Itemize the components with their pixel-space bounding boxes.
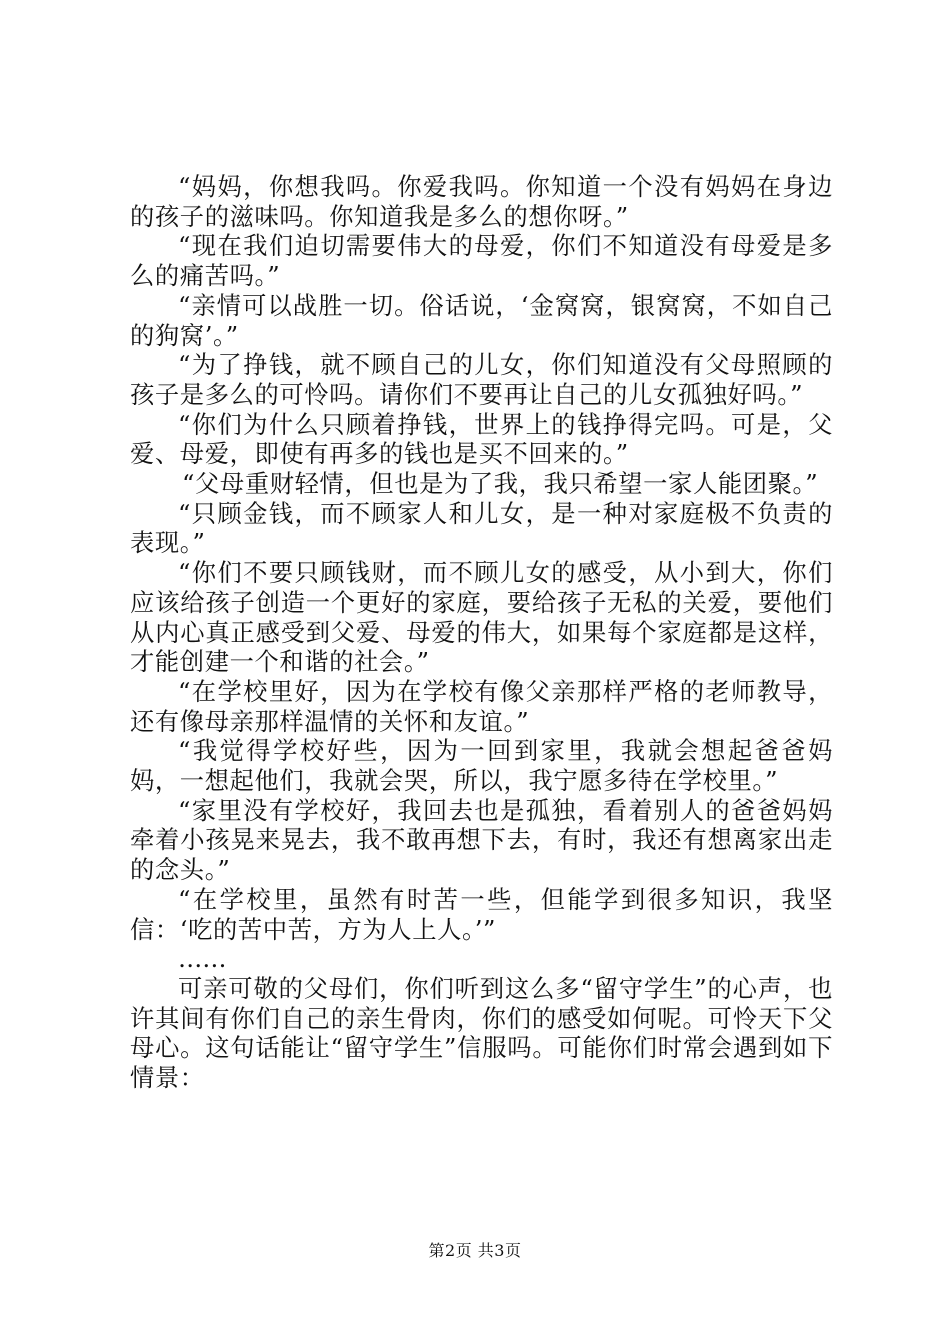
paragraph-4: “为了挣钱，就不顾自己的儿女，你们知道没有父母照顾的孩子是多么的可怜吗。请你们不要再让自己的儿女孤独好吗。”	[130, 350, 833, 409]
paragraph-1: “妈妈，你想我吗。你爱我吗。你知道一个没有妈妈在身边的孩子的滋味吗。你知道我是多么的想你呀。”	[130, 172, 833, 231]
document-body	[130, 172, 833, 1093]
paragraph-5: “你们为什么只顾着挣钱，世界上的钱挣得完吗。可是，父爱、母爱，即使有再多的钱也是买不回来的。”	[130, 409, 833, 469]
paragraph-2: “现在我们迫切需要伟大的母爱，你们不知道没有母爱是多么的痛苦吗。”	[130, 231, 833, 291]
paragraph-11: “家里没有学校好，我回去也是孤独，看着别人的爸爸妈妈牵着小孩晃来晃去，我不敢再想下去，有时，我还有想离家出走的念头。”	[130, 795, 833, 885]
paragraph-6: “父母重财轻情，但也是为了我，我只希望一家人能团聚。”	[182, 469, 819, 499]
paragraph-10: “我觉得学校好些，因为一回到家里，我就会想起爸爸妈妈，一想起他们，我就会哭，所以，我宁愿多待在学校里。”	[130, 736, 833, 796]
paragraph-8: “你们不要只顾钱财，而不顾儿女的感受，从小到大，你们应该给孩子创造一个更好的家庭，要给孩子无私的关爱，要他们从内心真正感受到父爱、母爱的伟大，如果每个家庭都是这样，才能创建一个和谐的社会。”	[130, 558, 833, 677]
ellipsis-line: ……	[178, 944, 227, 974]
paragraph-12: “在学校里，虽然有时苦一些，但能学到很多知识，我坚信：‘吃的苦中苦，方为人上人。’”	[130, 884, 833, 944]
paragraph-13: 可亲可敬的父母们，你们听到这么多“留守学生”的心声，也许其间有你们自己的亲生骨肉，你们的感受如何呢。可怜天下父母心。这句话能让“留守学生”信服吗。可能你们时常会遇到如下情景：	[130, 973, 833, 1093]
paragraph-7: “只顾金钱，而不顾家人和儿女，是一种对家庭极不负责的表现。”	[130, 498, 833, 558]
paragraph-9: “在学校里好，因为在学校有像父亲那样严格的老师教导，还有像母亲那样温情的关怀和友谊。”	[130, 676, 833, 736]
page-footer: 第2页 共3页	[428, 1241, 522, 1260]
paragraph-3: “亲情可以战胜一切。俗话说，‘金窝窝，银窝窝，不如自己的狗窝’。”	[130, 290, 833, 350]
